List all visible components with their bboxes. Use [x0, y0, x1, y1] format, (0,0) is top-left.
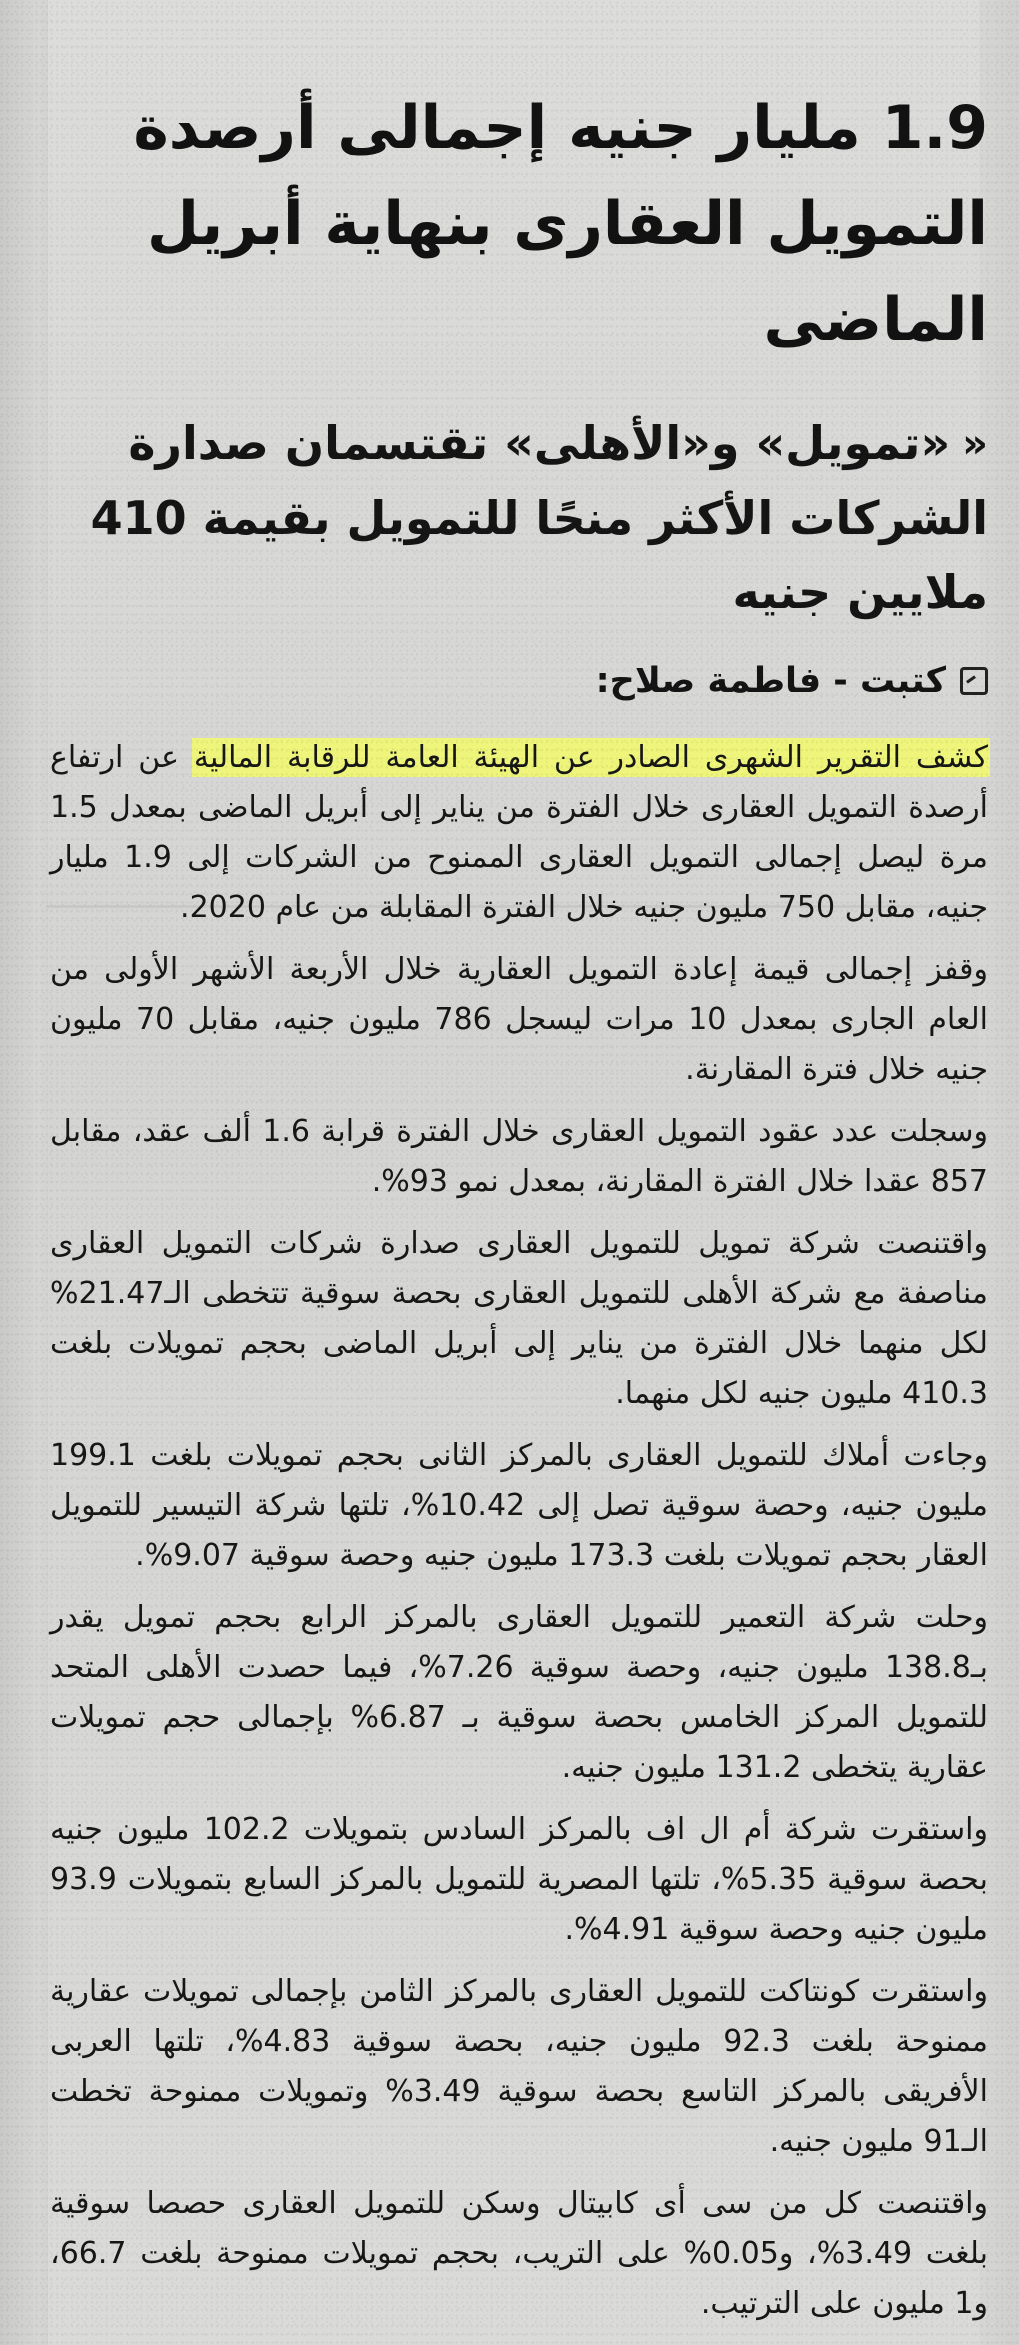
- subheadline-text: «تمويل» و«الأهلى» تقتسمان صدارة الشركات الأكثر منحًا للتمويل بقيمة 410 ملايين جنيه: [90, 416, 988, 619]
- article-subheadline: [50, 406, 988, 629]
- article-headline: 1.9 مليار جنيه إجمالى أرصدة التمويل العقارى بنهاية أبريل الماضى: [133, 93, 988, 355]
- adjacent-page-strip-left: [0, 0, 48, 2345]
- article-body: [50, 733, 988, 2329]
- body-paragraph: وحلت شركة التعمير للتمويل العقارى بالمركز الرابع بحجم تمويل يقدر بـ138.8 مليون جنيه، وحصة سوقية 7.26%، فيما حصدت الأهلى المتحد للتمويل المركز الخامس بحصة سوقية بـ 6.87% بإجمالى حجم تمويلات عقارية يتخطى 131.2 مليون جنيه.: [50, 1600, 989, 1785]
- highlighted-text: كشف التقرير الشهرى الصادر عن الهيئة العامة للرقابة المالية: [193, 740, 988, 775]
- body-paragraph: وقفز إجمالى قيمة إعادة التمويل العقارية خلال الأربعة الأشهر الأولى من العام الجارى بمعدل 10 مرات ليسجل 786 مليون جنيه، مقابل 70 مليون جنيه خلال فترة المقارنة.: [50, 952, 988, 1087]
- pen-icon: [960, 667, 988, 695]
- body-paragraph: وسجلت عدد عقود التمويل العقارى خلال الفترة قرابة 1.6 ألف عقد، مقابل 857 عقدا خلال الفترة المقارنة، بمعدل نمو 93%.: [50, 1114, 988, 1199]
- double-chevron-icon: «: [962, 421, 988, 467]
- byline-text: كتبت - فاطمة صلاح:: [595, 661, 946, 701]
- lead-paragraph: [50, 733, 988, 933]
- body-paragraph: واقتنصت شركة تمويل للتمويل العقارى صدارة شركات التمويل العقارى مناصفة مع شركة الأهلى للتمويل العقارى بحصة سوقية تتخطى الـ21.47% لكل منهما خلال الفترة من يناير إلى أبريل الماضى بحجم تمويلات بلغت 410.3 مليون جنيه لكل منهما.: [50, 1226, 988, 1411]
- body-paragraph: واستقرت شركة أم ال اف بالمركز السادس بتمويلات 102.2 مليون جنيه بحصة سوقية 5.35%، تلتها المصرية للتمويل بالمركز السابع بتمويلات 93.9 مليون جنيه وحصة سوقية 4.91%.: [50, 1812, 989, 1947]
- body-paragraph: واستقرت كونتاكت للتمويل العقارى بالمركز الثامن بإجمالى تمويلات عقارية ممنوحة بلغت 92.3 مليون جنيه، بحصة سوقية 4.83%، تلتها العربى الأفريقى بالمركز التاسع بحصة سوقية 3.49% وتمويلات ممنوحة تخطت الـ91 مليون جنيه.: [50, 1974, 989, 2159]
- news-article: [50, 80, 988, 2320]
- byline: [50, 657, 988, 705]
- body-paragraph: وجاءت أملاك للتمويل العقارى بالمركز الثانى بحجم تمويلات بلغت 199.1 مليون جنيه، وحصة سوقية تصل إلى 10.42%، تلتها شركة التيسير للتمويل العقار بحجم تمويلات بلغت 173.3 مليون جنيه وحصة سوقية 9.07%.: [50, 1438, 988, 1573]
- body-paragraph: واقتنصت كل من سى أى كابيتال وسكن للتمويل العقارى حصصا سوقية بلغت 3.49%، و0.05% على التريب، بحجم تمويلات ممنوحة بلغت 66.7، و1 مليون على الترتيب.: [50, 2186, 989, 2321]
- lead-paragraph-text: عن ارتفاع أرصدة التمويل العقارى خلال الفترة من يناير إلى أبريل الماضى بمعدل 1.5 مرة ليصل إجمالى التمويل العقارى الممنوح من الشركات إلى 1.9 مليار جنيه، مقابل 750 مليون جنيه خلال الفترة المقابلة من عام 2020.: [50, 740, 988, 925]
